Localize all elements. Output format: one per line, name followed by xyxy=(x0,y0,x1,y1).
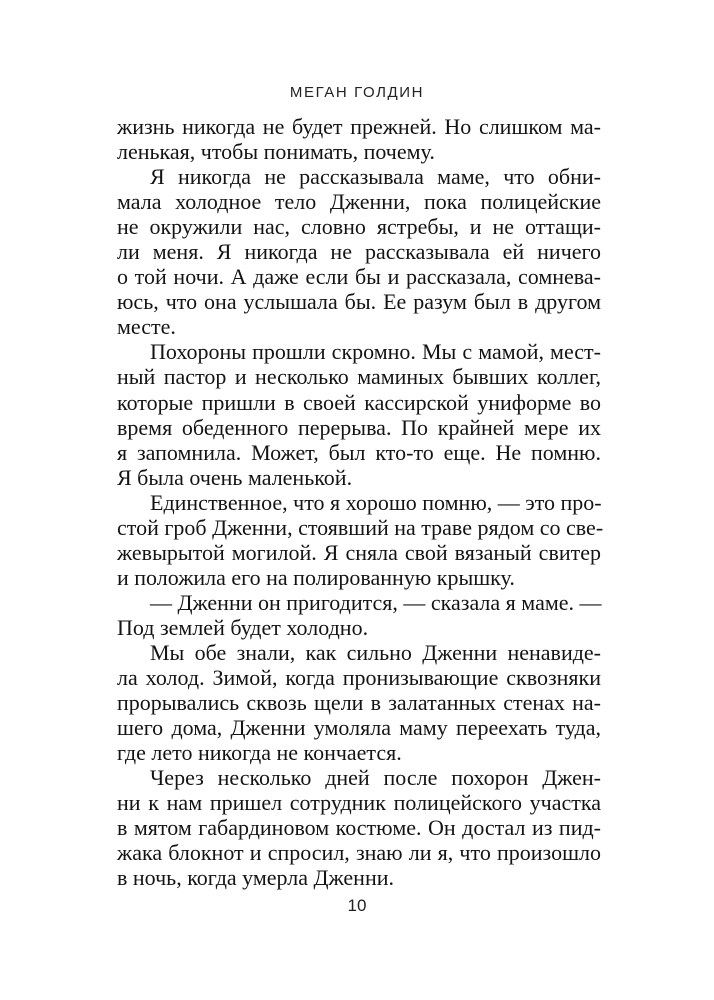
paragraph xyxy=(117,164,601,339)
text-line: ни к нам пришел сотрудник полицейского участка xyxy=(117,790,601,816)
text-line: о той ночи. А даже если бы и рассказала, сомнева- xyxy=(117,264,601,290)
text-line: Я была очень маленькой. xyxy=(117,464,353,490)
text-line: ла холод. Зимой, когда пронизывающие сквозняки xyxy=(117,665,601,691)
text-line: прорывались сквозь щели в залатанных стенах на- xyxy=(117,690,601,716)
text-line: Через несколько дней после похорон Джен- xyxy=(150,765,601,791)
text-line: Единственное, что я хорошо помню, — это про- xyxy=(150,489,602,515)
text-line: я запомнила. Может, был кто-то еще. Не помню. xyxy=(117,439,601,465)
running-header: МЕГАН ГОЛДИН xyxy=(289,84,425,101)
body-text xyxy=(117,114,604,891)
paragraph xyxy=(117,590,601,640)
page-number: 10 xyxy=(347,896,367,915)
text-line: ленькая, чтобы понимать, почему. xyxy=(117,139,435,165)
text-line: ный пастор и несколько маминых бывших коллег, xyxy=(117,364,601,390)
text-line: в ночь, когда умерла Дженни. xyxy=(117,865,394,891)
text-line: мала холодное тело Дженни, пока полицейские xyxy=(117,189,601,215)
text-line: и положила его на полированную крышку. xyxy=(117,564,515,590)
text-line: стой гроб Дженни, стоявший на траве рядом со све- xyxy=(117,514,604,540)
text-line: где лето никогда не кончается. xyxy=(117,740,402,766)
text-line: жевырытой могилой. Я сняла свой вязаный свитер xyxy=(117,539,601,565)
text-line: Похороны прошли скромно. Мы с мамой, мест- xyxy=(150,339,601,365)
paragraph xyxy=(117,114,601,164)
text-line: которые пришли в своей кассирской униформе во xyxy=(117,389,601,415)
paragraph xyxy=(117,640,601,765)
text-line: месте. xyxy=(117,314,176,340)
text-line: ли меня. Я никогда не рассказывала ей ничего xyxy=(117,239,601,265)
text-line: Под землей будет холодно. xyxy=(117,614,369,640)
text-line: жака блокнот и спросил, знаю ли я, что произошло xyxy=(117,840,601,866)
text-line: юсь, что она услышала бы. Ее разум был в другом xyxy=(117,289,601,315)
text-line: — Дженни он пригодится, — сказала я маме. — xyxy=(150,589,602,615)
paragraph xyxy=(117,339,601,489)
text-line: время обеденного перерыва. По крайней мере их xyxy=(117,414,601,440)
paragraph xyxy=(117,765,601,890)
paragraph xyxy=(117,489,604,590)
text-line: Мы обе знали, как сильно Дженни ненавиде- xyxy=(150,639,601,665)
text-line: Я никогда не рассказывала маме, что обни- xyxy=(150,164,601,190)
text-line: жизнь никогда не будет прежней. Но слишком ма- xyxy=(117,114,601,139)
text-line: не окружили нас, словно ястребы, и не оттащи- xyxy=(117,214,601,240)
text-line: шего дома, Дженни умоляла маму переехать туда, xyxy=(117,715,601,741)
text-line: в мятом габардиновом костюме. Он достал из пид- xyxy=(117,815,601,841)
